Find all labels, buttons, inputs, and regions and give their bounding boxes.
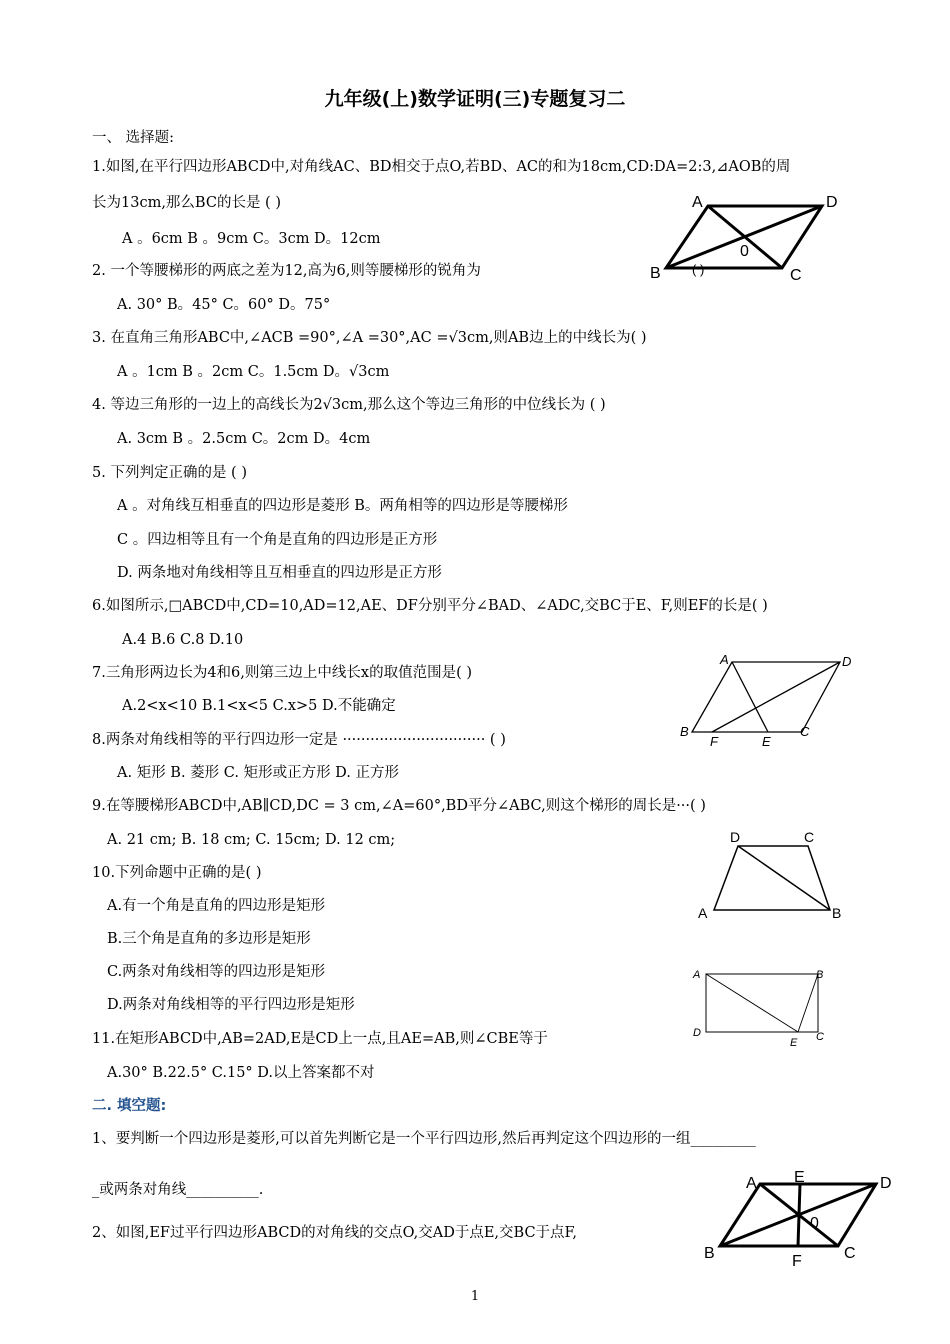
figure-parallelogram-2 [678, 652, 858, 748]
question-6-text: 6.如图所示,□ABCD中,CD=10,AD=12,AE、DF分别平分∠BAD、∠ADC,交BC于E、F,则EF的长是( ) [92, 598, 768, 614]
label-e: E [762, 734, 771, 748]
answer-parens: ( ) [692, 262, 705, 277]
section-2-heading: 二. 填空题: [92, 1098, 167, 1114]
question-6-options: A.4 B.6 C.8 D.10 [122, 632, 244, 648]
fill-question-2-text: 2、如图,EF过平行四边形ABCD的对角线的交点O,交AD于点E,交BC于点F, [92, 1225, 577, 1241]
question-3-text: 3. 在直角三角形ABC中,∠ACB =90°,∠A =30°,AC =√3cm,则AB边上的中线长为( ) [92, 330, 647, 346]
label-b: B [680, 724, 689, 739]
label-d: D [842, 654, 852, 669]
question-9-text: 9.在等腰梯形ABCD中,AB∥CD,DC = 3 cm,∠A=60°,BD平分∠ABC,则这个梯形的周长是···( ) [92, 798, 706, 814]
label-c: C [816, 1031, 824, 1043]
question-5-option-d: D. 两条地对角线相等且互相垂直的四边形是正方形 [117, 565, 442, 581]
label-f: F [792, 1253, 802, 1270]
label-b: B [816, 969, 824, 981]
label-f: F [710, 734, 718, 748]
label-c: C [790, 267, 802, 284]
label-d: D [880, 1175, 892, 1192]
question-2-text: 2. 一个等腰梯形的两底之差为12,高为6,则等腰梯形的锐角为 [92, 263, 481, 279]
page-number: 1 [470, 1289, 480, 1304]
label-a: A [692, 194, 703, 211]
question-3-options: A 。1cm B 。2cm C。1.5cm D。√3cm [117, 364, 390, 380]
question-5-option-c: C 。四边相等且有一个角是直角的四边形是正方形 [117, 532, 438, 548]
fill-question-1-text: 1、要判断一个四边形是菱形,可以首先判断它是一个平行四边形,然后再判定这个四边形的一组_________ [92, 1131, 756, 1147]
figure-trapezoid [692, 826, 852, 924]
figure-rectangle [690, 964, 840, 1048]
label-a: A [720, 652, 729, 667]
question-8-text: 8.两条对角线相等的平行四边形一定是 ······························· ( ) [92, 732, 506, 748]
question-4-options: A. 3cm B 。2.5cm C。2cm D。4cm [117, 431, 371, 447]
question-1-text: 1.如图,在平行四边形ABCD中,对角线AC、BD相交于点O,若BD、AC的和为18cm,CD:DA=2:3,⊿AOB的周 [92, 159, 791, 175]
label-c: C [800, 724, 810, 739]
section-1-heading: 一、 选择题: [92, 130, 174, 146]
label-o: 0 [740, 243, 749, 260]
question-8-options: A. 矩形 B. 菱形 C. 矩形或正方形 D. 正方形 [117, 765, 400, 781]
question-4-text: 4. 等边三角形的一边上的高线长为2√3cm,那么这个等边三角形的中位线长为 ( ) [92, 397, 606, 413]
label-d: D [826, 194, 838, 211]
page-title: 九年级(上)数学证明(三)专题复习二 [324, 88, 626, 110]
question-5-text: 5. 下列判定正确的是 ( ) [92, 465, 247, 481]
question-5-option-a-b: A 。对角线互相垂直的四边形是菱形 B。两角相等的四边形是等腰梯形 [117, 498, 568, 514]
label-o: 0 [810, 1215, 819, 1232]
question-11-options: A.30° B.22.5° C.15° D.以上答案都不对 [107, 1065, 375, 1081]
label-c: C [844, 1245, 856, 1262]
label-b: B [832, 905, 842, 921]
label-a: A [698, 905, 708, 921]
label-e: E [790, 1037, 798, 1048]
question-7-text: 7.三角形两边长为4和6,则第三边上中线长x的取值范围是( ) [92, 665, 472, 681]
question-2-options: A. 30° B。45° C。60° D。75° [117, 297, 331, 313]
label-c: C [804, 829, 815, 845]
question-10-option-c: C.两条对角线相等的四边形是矩形 [107, 964, 326, 980]
label-a: A [746, 1175, 757, 1192]
figure-parallelogram-1 [640, 188, 850, 284]
question-7-options: A.2<x<10 B.1<x<5 C.x>5 D.不能确定 [122, 698, 396, 714]
question-1-text-cont: 长为13cm,那么BC的长是 ( ) [92, 195, 281, 211]
question-10-option-b: B.三个角是直角的多边形是矩形 [107, 931, 311, 947]
fill-question-1-text-cont: _或两条对角线__________. [92, 1182, 264, 1198]
label-b: B [704, 1245, 715, 1262]
label-b: B [650, 265, 661, 282]
question-10-option-a: A.有一个角是直角的四边形是矩形 [107, 898, 326, 914]
question-9-options: A. 21 cm; B. 18 cm; C. 15cm; D. 12 cm; [107, 832, 396, 848]
figure-parallelogram-3 [700, 1166, 900, 1272]
question-10-text: 10.下列命题中正确的是( ) [92, 865, 262, 881]
question-10-option-d: D.两条对角线相等的平行四边形是矩形 [107, 997, 355, 1013]
label-d: D [730, 829, 741, 845]
label-e: E [794, 1169, 805, 1186]
label-d: D [693, 1027, 701, 1039]
question-11-text: 11.在矩形ABCD中,AB=2AD,E是CD上一点,且AE=AB,则∠CBE等于 [92, 1031, 548, 1047]
question-1-options: A 。6cm B 。9cm C。3cm D。12cm [122, 231, 381, 247]
label-a: A [693, 969, 701, 981]
